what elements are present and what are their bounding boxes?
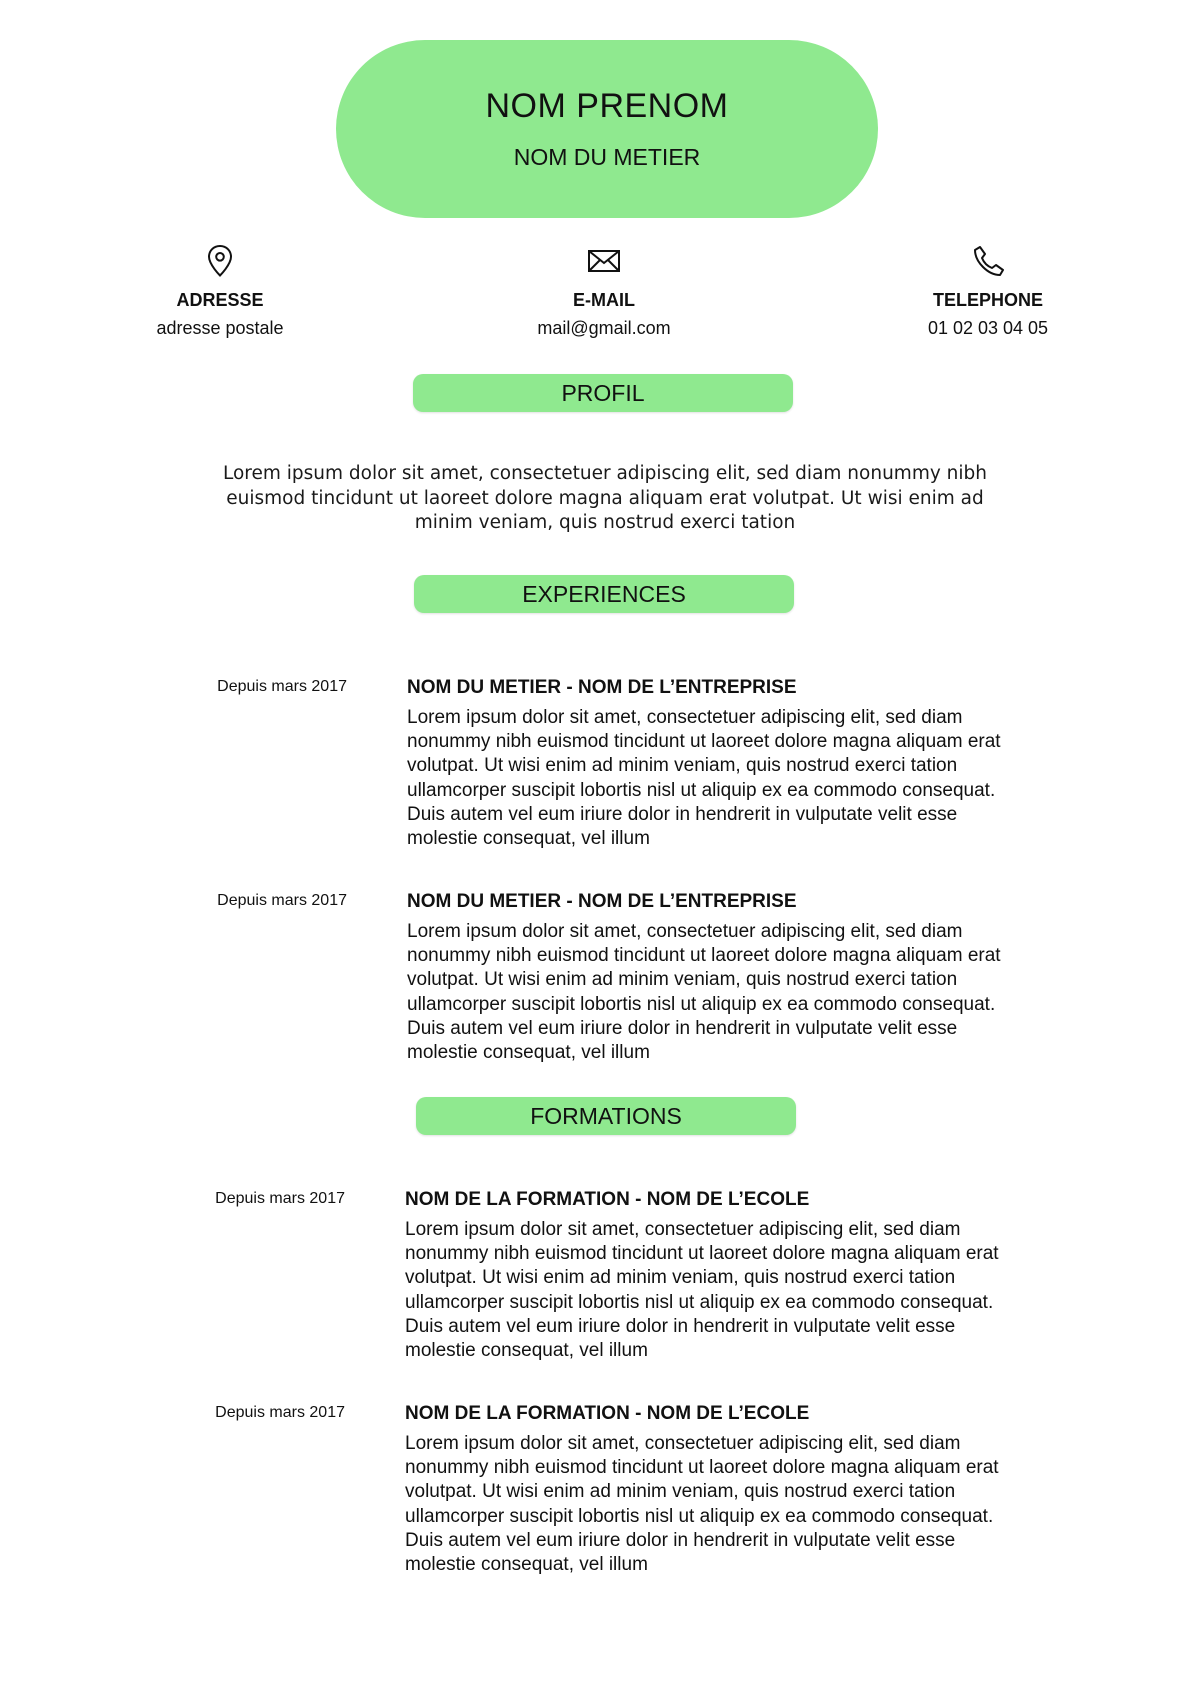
contact-email [454, 244, 754, 339]
entry-description: Lorem ipsum dolor sit amet, consectetuer adipiscing elit, sed diam nonummy nibh euismod tincidunt ut laoreet dolore magna aliquam erat volutpat. Ut wisi enim ad minim veniam, quis nostrud exerci tation ullamcorper suscipit lobortis nisl ut aliquip ex ea commodo consequat. Duis autem vel eum iriure dolor in hendrerit in vulputate velit esse molestie consequat, vel illum [407, 707, 1001, 850]
contact-label: ADRESSE [176, 290, 264, 310]
formation-entry [405, 1189, 1005, 1363]
entry-date: Depuis mars 2017 [215, 1190, 345, 1207]
contact-address [70, 244, 370, 339]
profil-text: Lorem ipsum dolor sit amet, consectetuer adipiscing elit, sed diam nonummy nibh euismod tincidunt ut laoreet dolore magna aliquam erat volutpat. Ut wisi enim ad minim veniam, quis nostrud exerci tation [222, 463, 988, 533]
entry-title: NOM DU METIER - NOM DE L’ENTREPRISE [407, 891, 797, 912]
contact-label: TELEPHONE [932, 290, 1043, 310]
contact-label: E-MAIL [573, 290, 635, 310]
section-title-profil: PROFIL [413, 374, 793, 412]
entry-description: Lorem ipsum dolor sit amet, consectetuer adipiscing elit, sed diam nonummy nibh euismod tincidunt ut laoreet dolore magna aliquam erat volutpat. Ut wisi enim ad minim veniam, quis nostrud exerci tation ullamcorper suscipit lobortis nisl ut aliquip ex ea commodo consequat. Duis autem vel eum iriure dolor in hendrerit in vulputate velit esse molestie consequat, vel illum [405, 1433, 999, 1576]
section-title-experiences: EXPERIENCES [414, 575, 794, 613]
contact-value: mail@gmail.com [537, 318, 671, 338]
phone-icon [971, 244, 1005, 278]
entry-date: Depuis mars 2017 [217, 678, 347, 695]
location-pin-icon [206, 244, 234, 278]
section-title-formations: FORMATIONS [416, 1097, 796, 1135]
contact-value: 01 02 03 04 05 [927, 318, 1049, 338]
entry-title: NOM DE LA FORMATION - NOM DE L’ECOLE [405, 1189, 810, 1210]
person-name: NOM PRENOM [485, 87, 729, 125]
entry-title: NOM DU METIER - NOM DE L’ENTREPRISE [407, 677, 797, 698]
entry-date: Depuis mars 2017 [215, 1404, 345, 1421]
contact-value: adresse postale [156, 318, 284, 338]
entry-date: Depuis mars 2017 [217, 892, 347, 909]
experience-entry [407, 677, 1007, 851]
job-title: NOM DU METIER [513, 144, 701, 170]
envelope-icon [587, 244, 621, 278]
contact-phone [838, 244, 1138, 339]
experience-entry [407, 891, 1007, 1065]
header-banner [336, 40, 878, 218]
formation-entry [405, 1403, 1005, 1577]
entry-description: Lorem ipsum dolor sit amet, consectetuer adipiscing elit, sed diam nonummy nibh euismod tincidunt ut laoreet dolore magna aliquam erat volutpat. Ut wisi enim ad minim veniam, quis nostrud exerci tation ullamcorper suscipit lobortis nisl ut aliquip ex ea commodo consequat. Duis autem vel eum iriure dolor in hendrerit in vulputate velit esse molestie consequat, vel illum [407, 921, 1001, 1064]
entry-title: NOM DE LA FORMATION - NOM DE L’ECOLE [405, 1403, 810, 1424]
entry-description: Lorem ipsum dolor sit amet, consectetuer adipiscing elit, sed diam nonummy nibh euismod tincidunt ut laoreet dolore magna aliquam erat volutpat. Ut wisi enim ad minim veniam, quis nostrud exerci tation ullamcorper suscipit lobortis nisl ut aliquip ex ea commodo consequat. Duis autem vel eum iriure dolor in hendrerit in vulputate velit esse molestie consequat, vel illum [405, 1219, 999, 1362]
